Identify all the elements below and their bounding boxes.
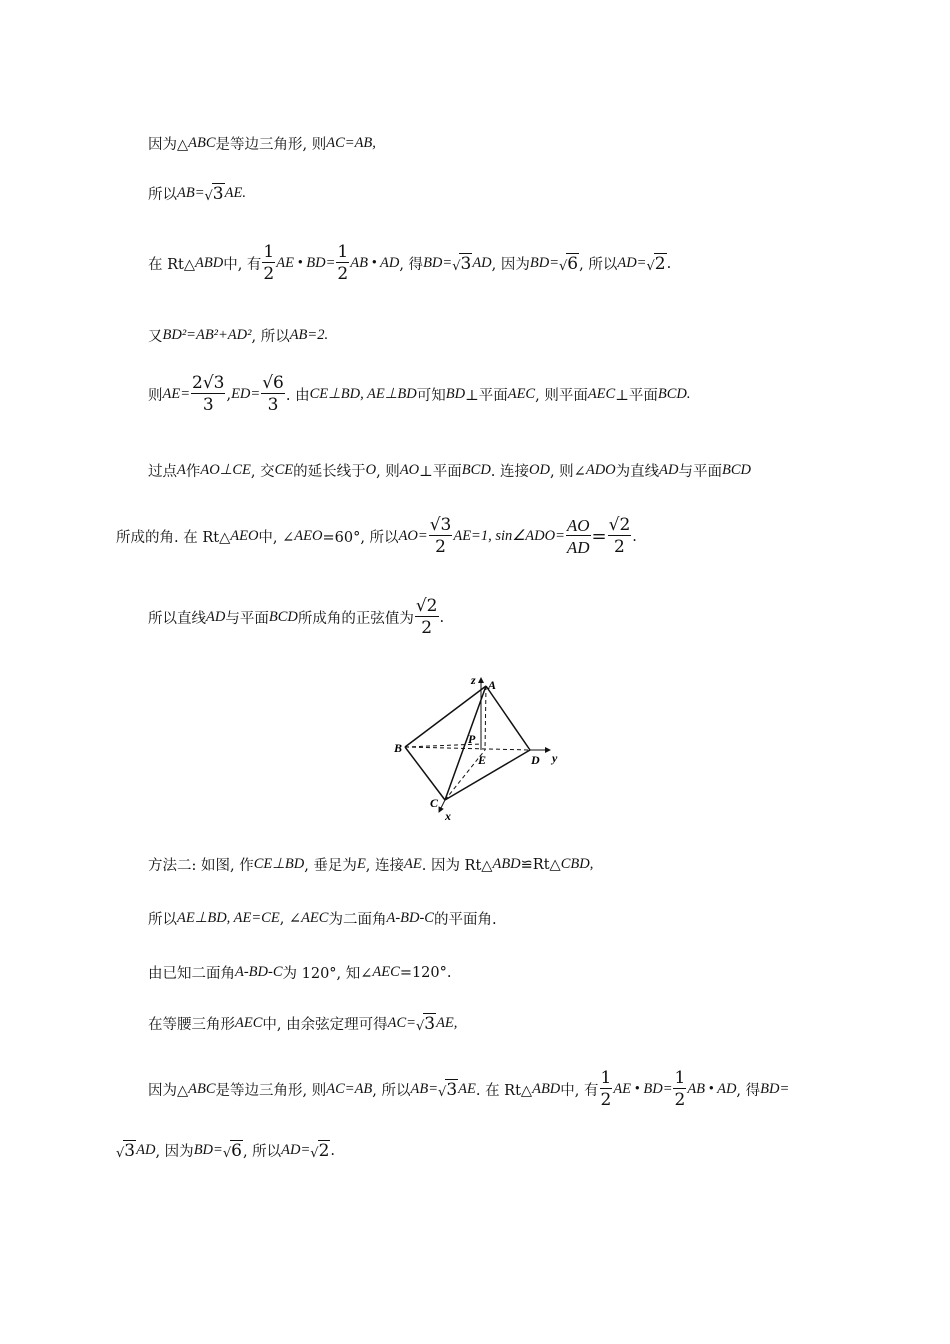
math: AEC xyxy=(372,964,400,980)
label-D: D xyxy=(531,753,540,767)
geometry-figure xyxy=(390,672,570,822)
math: AD= xyxy=(281,1142,311,1158)
text: ⊥平面 xyxy=(615,388,658,404)
text: 又 xyxy=(148,329,163,345)
text: , 则 xyxy=(376,464,400,480)
math: AEC xyxy=(235,1015,263,1031)
math: AE. xyxy=(224,185,246,201)
text: 所以直线 xyxy=(148,611,206,627)
math: BD²=AB²+AD² xyxy=(162,327,252,343)
sqrt-3: √ 3 xyxy=(452,254,472,274)
math: BD xyxy=(445,386,466,402)
math: AD= xyxy=(617,255,647,271)
text: 则 xyxy=(148,388,163,404)
text: =60°, 所以 xyxy=(322,530,399,546)
label-B: B xyxy=(394,741,403,755)
math: AB • AD xyxy=(350,255,400,271)
math: ABD xyxy=(492,856,521,872)
text: 与平面 xyxy=(678,464,722,480)
math: AE • BD= xyxy=(276,255,336,271)
text: 中, 有 xyxy=(223,257,262,273)
sqrt-6: √ 6 xyxy=(222,1141,242,1161)
math: AEO xyxy=(230,528,259,544)
math: AB= xyxy=(410,1081,439,1097)
text: . xyxy=(439,609,445,626)
text: , ∠ xyxy=(279,910,302,927)
math: CE xyxy=(274,462,294,478)
math: BD= xyxy=(193,1142,223,1158)
sqrt-6: √ 6 xyxy=(559,254,579,274)
text-line-8 xyxy=(148,598,444,637)
text: , 所以 xyxy=(242,1144,282,1160)
math: AD xyxy=(206,609,226,625)
math: AO= xyxy=(398,528,428,544)
text-line-2 xyxy=(148,183,246,204)
text: 所成角的正弦值为 xyxy=(297,611,414,627)
text: . 因为 Rt△ xyxy=(421,858,493,874)
math: AC=AB xyxy=(326,1081,373,1097)
math: BD= xyxy=(423,255,453,271)
math: AEO xyxy=(294,528,323,544)
text: , 所以 xyxy=(372,1083,411,1099)
math: AD xyxy=(472,255,492,271)
fraction: $\frac{1}{2}$ xyxy=(263,242,275,284)
text: 所成的角. 在 Rt△ xyxy=(116,530,231,546)
math: AE xyxy=(404,856,422,872)
math: AB • AD xyxy=(687,1081,737,1097)
text-line-3 xyxy=(148,244,671,283)
text: , 垂足为 xyxy=(304,858,357,874)
math: AE, xyxy=(436,1015,458,1031)
text: , 所以 xyxy=(251,329,290,345)
text: 由已知二面角 xyxy=(148,966,235,982)
text-line-14 xyxy=(116,1140,335,1161)
math: AE=1, sin∠ xyxy=(453,528,526,544)
math: AD xyxy=(659,462,679,478)
math: AO⊥CE xyxy=(200,462,251,478)
math: AE xyxy=(458,1081,476,1097)
fraction: $\frac{√3}{2}$ xyxy=(429,515,452,557)
text: 方法二: 如图, 作 xyxy=(148,858,254,874)
math: AE= xyxy=(162,386,190,402)
text: 因为△ xyxy=(148,1083,189,1099)
label-z: z xyxy=(471,673,476,687)
text: . 在 Rt△ xyxy=(475,1083,533,1099)
sqrt-2: √ 2 xyxy=(310,1141,330,1161)
text: , 得 xyxy=(399,257,424,273)
math: O xyxy=(365,462,377,478)
text: , 得 xyxy=(736,1083,761,1099)
math: AC= xyxy=(387,1015,416,1031)
math: CE⊥BD xyxy=(253,856,305,872)
math: AB=2. xyxy=(289,327,329,343)
text: 在等腰三角形 xyxy=(148,1017,235,1033)
label-A: A xyxy=(488,678,497,692)
math: AE • BD= xyxy=(613,1081,673,1097)
text: . xyxy=(666,255,672,272)
math: AB= xyxy=(177,185,205,201)
math: A xyxy=(177,462,186,478)
text: 为 120°, 知∠ xyxy=(282,966,373,982)
edge-AD xyxy=(486,686,530,750)
text: 的延长线于 xyxy=(293,464,366,480)
text-line-10 xyxy=(148,908,497,929)
math: ABC xyxy=(188,135,216,151)
text: 是等边三角形, 则 xyxy=(215,137,327,153)
text: 的平面角. xyxy=(433,912,497,928)
math: ABC xyxy=(188,1081,216,1097)
math: AE⊥BD, AE=CE xyxy=(177,910,280,926)
fraction: $\frac{AO}{AD}$ xyxy=(566,516,590,557)
math: CE⊥BD, AE⊥BD xyxy=(309,386,417,402)
math: AEC xyxy=(301,910,329,926)
math: A-BD-C xyxy=(235,964,283,980)
text: . xyxy=(330,1142,336,1159)
fraction: $\frac{2√3}{3}$ xyxy=(192,373,225,415)
math: BCD xyxy=(268,609,298,625)
text: 为直线 xyxy=(615,464,660,480)
text: 中, 由余弦定理可得 xyxy=(262,1017,388,1033)
math: ADO= xyxy=(525,528,565,544)
text: . 由 xyxy=(285,388,310,404)
text: , 因为 xyxy=(491,257,530,273)
text-line-7 xyxy=(116,517,637,556)
edge-CD xyxy=(445,750,530,800)
text: =120°. xyxy=(399,964,452,981)
text: . 连接 xyxy=(490,464,530,480)
label-y: y xyxy=(552,751,558,765)
sqrt-3: √ 3 xyxy=(116,1141,136,1161)
label-P: P xyxy=(468,732,476,746)
text: 在 Rt△ xyxy=(148,257,196,273)
edge-AE xyxy=(485,686,486,750)
fraction: $\frac{√2}{2}$ xyxy=(415,596,438,638)
math: CBD, xyxy=(560,856,594,872)
text-line-4 xyxy=(148,325,328,346)
text: , 因为 xyxy=(155,1144,194,1160)
text: , 所以 xyxy=(579,257,618,273)
text: 为二面角 xyxy=(328,912,387,928)
text-line-5 xyxy=(148,375,690,414)
text-line-1 xyxy=(148,133,376,154)
edge-CA xyxy=(445,686,486,800)
fraction: $\frac{1}{2}$ xyxy=(600,1068,612,1110)
sqrt-3: √ 3 xyxy=(204,184,224,204)
math: ADO xyxy=(585,462,616,478)
math: BCD xyxy=(722,462,751,478)
math: BCD xyxy=(461,462,491,478)
fraction: $\frac{√6}{3}$ xyxy=(262,373,284,415)
math: A-BD-C xyxy=(386,910,434,926)
text-line-12 xyxy=(148,1013,457,1034)
text-line-9 xyxy=(148,854,593,875)
text: 所以 xyxy=(148,912,177,928)
text: 与平面 xyxy=(225,611,269,627)
text-line-13 xyxy=(148,1070,789,1109)
math: AEC xyxy=(587,386,616,402)
text: 所以 xyxy=(148,187,177,203)
math: AO xyxy=(399,462,420,478)
math: ED= xyxy=(231,386,261,402)
text: , xyxy=(226,386,232,403)
text: 中, ∠ xyxy=(258,530,295,546)
sqrt-3: √ 3 xyxy=(438,1080,458,1100)
sqrt-2: √ 2 xyxy=(646,254,666,274)
edge-BD xyxy=(405,747,530,750)
math: BCD. xyxy=(657,386,691,402)
text: . xyxy=(632,528,637,545)
math: ABD xyxy=(532,1081,561,1097)
text: , 则平面 xyxy=(535,388,588,404)
text: 过点 xyxy=(148,464,177,480)
text: 因为△ xyxy=(148,137,189,153)
fraction: $\frac{1}{2}$ xyxy=(674,1068,686,1110)
text: = xyxy=(591,526,607,547)
label-x: x xyxy=(445,809,451,822)
text: 作 xyxy=(185,464,201,480)
sqrt-3: √ 3 xyxy=(415,1014,436,1034)
math: BD= xyxy=(760,1081,790,1097)
text: , 则∠ xyxy=(549,464,586,480)
math: BD= xyxy=(529,255,559,271)
math: ABD xyxy=(195,255,224,271)
fraction: $\frac{√2}{2}$ xyxy=(608,515,631,557)
text-line-11 xyxy=(148,962,452,983)
text: , 连接 xyxy=(365,858,405,874)
label-C: C xyxy=(430,796,439,810)
text: ⊥平面 xyxy=(465,388,508,404)
text: , 交 xyxy=(250,464,275,480)
text: ⊥平面 xyxy=(419,464,462,480)
math: OD xyxy=(529,462,550,478)
math: E xyxy=(356,856,366,872)
text-line-6 xyxy=(148,460,751,481)
edge-BC xyxy=(405,747,445,800)
label-E: E xyxy=(478,753,487,767)
text: 是等边三角形, 则 xyxy=(215,1083,327,1099)
text: ≌Rt△ xyxy=(520,856,561,873)
fraction: $\frac{1}{2}$ xyxy=(337,242,349,284)
text: 可知 xyxy=(416,388,446,404)
math: AEC xyxy=(507,386,536,402)
math: AC=AB, xyxy=(326,135,376,151)
math: AD xyxy=(136,1142,156,1158)
text: 中, 有 xyxy=(560,1083,599,1099)
